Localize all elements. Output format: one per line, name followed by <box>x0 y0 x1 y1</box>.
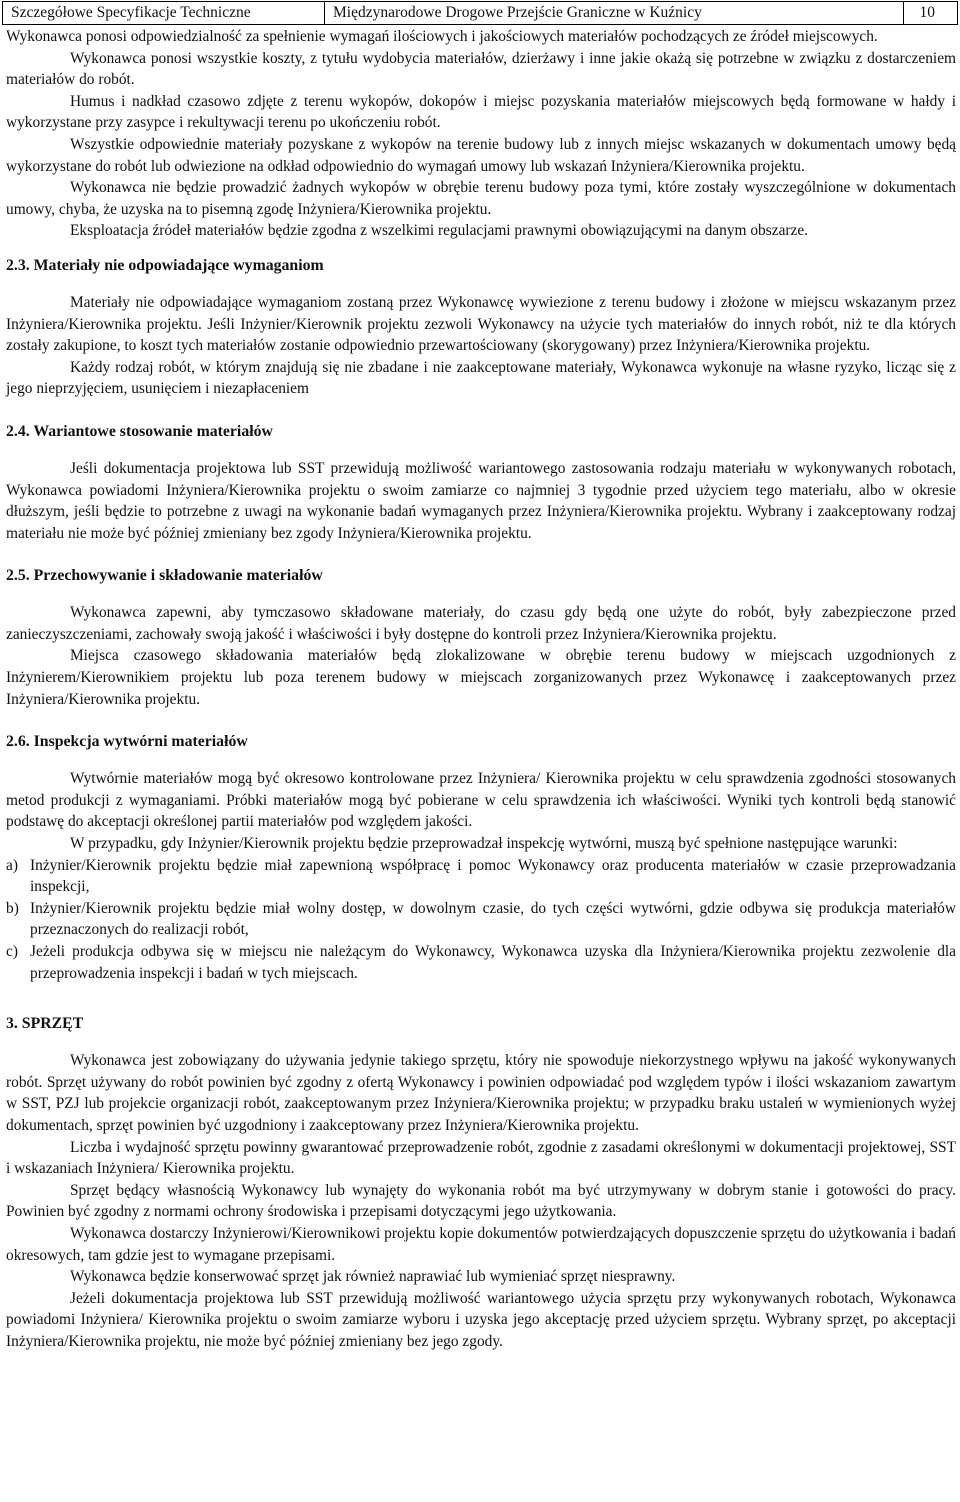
header-spec-title: Szczegółowe Specyfikacje Techniczne <box>3 2 325 24</box>
list-item <box>6 941 956 984</box>
section-paragraph: Każdy rodzaj robót, w którym znajdują się nie zbadane i nie zaakceptowane materiały, Wykonawca wykonuje na własne ryzyko, licząc się z jego nieprzyjęciem, usunięciem i niezapłaceniem <box>6 358 956 398</box>
section-paragraph: Jeżeli dokumentacja projektowa lub SST przewidują możliwość wariantowego użycia sprzętu przy wykonywanych robotach, Wykonawca powiadomi Inżyniera/ Kierownika projektu o swoim zamiarze wyboru i uzyska jego akceptację przed użyciem sprzętu. Wybrany sprzęt, po akceptacji Inżyniera/Kierownika projektu, nie może być później zmieniany bez jego zgody. <box>6 1289 956 1350</box>
intro-paragraph: Wykonawca ponosi odpowiedzialność za spełnienie wymagań ilościowych i jakościowych materiałów pochodzących ze źródeł miejscowych. <box>6 28 878 45</box>
list-item <box>6 855 956 898</box>
section-paragraph: Wykonawca będzie konserwować sprzęt jak również naprawiać lub wymieniać sprzęt niesprawny. <box>70 1268 676 1286</box>
section-paragraph: Materiały nie odpowiadające wymaganiom zostaną przez Wykonawcę wywiezione z terenu budowy i złożone w miejscu wskazanym przez Inżyniera/Kierownika projektu. Jeśli Inżynier/Kierownik projektu zezwoli Wykonawcy na użycie tych materiałów do innych robót, niż te dla których zostały zakupione, to koszt tych materiałów zostanie odpowiednio przewartościowany (skorygowany) przez Inżyniera/Kierownika projektu. <box>6 293 956 355</box>
list-item-label: b) <box>6 899 19 917</box>
page-header <box>2 1 958 25</box>
list-item-text: Inżynier/Kierownik projektu będzie miał zapewnioną współpracę i pomoc Wykonawcy oraz producenta materiałów w czasie przeprowadzania inspekcji, <box>30 856 956 896</box>
section-heading-2-3: 2.3. Materiały nie odpowiadające wymaganiom <box>6 256 324 274</box>
section-paragraph: Wykonawca zapewni, aby tymczasowo składowane materiały, do czasu gdy będą one użyte do robót, były zabezpieczone przed zanieczyszczeniami, zachowały swoją jakość i właściwości i były dostępne do kontroli przez Inżyniera/Kierownika projektu. <box>6 604 956 643</box>
header-project-title: Międzynarodowe Drogowe Przejście Graniczne w Kuźnicy <box>325 2 904 24</box>
section-heading-2-4: 2.4. Wariantowe stosowanie materiałów <box>6 422 273 440</box>
section-heading-3: 3. SPRZĘT <box>6 1015 84 1033</box>
section-paragraph: Sprzęt będący własnością Wykonawcy lub wynajęty do wykonania robót ma być utrzymywany w dobrym stanie i gotowości do pracy. Powinien być zgodny z normami ochrony środowiska i przepisami dotyczącymi jego użytkowania. <box>6 1181 956 1221</box>
section-paragraph: Miejsca czasowego składowania materiałów będą zlokalizowane w obrębie terenu budowy w miejscach uzgodnionych z Inżynierem/Kierownikiem projektu lub poza terenem budowy w miejscach zorganizowanych przez Wykonawcę i zaakceptowanych przez Inżyniera/Kierownika projektu. <box>6 647 956 708</box>
conditions-list <box>6 855 956 985</box>
section-paragraph: Wykonawca dostarczy Inżynierowi/Kierownikowi projektu kopie dokumentów potwierdzających dopuszczenie sprzętu do użytkowania i badań okresowych, tam gdzie jest to wymagane przepisami. <box>6 1224 956 1264</box>
section-paragraph: Wykonawca jest zobowiązany do używania jedynie takiego sprzętu, który nie spowoduje niekorzystnego wpływu na jakość wykonywanych robót. Sprzęt używany do robót powinien być zgodny z ofertą Wykonawcy i powinien odpowiadać pod względem typów i ilości wskazaniom zawartym w SST, PZJ lub projekcie organizacji robót, zaakceptowanym przez Inżyniera/Kierownika projektu; w przypadku braku ustaleń w wymienionych wyżej dokumentach, sprzęt powinien być uzgodniony i zaakceptowany przez Inżyniera/Kierownika projektu. <box>6 1052 956 1134</box>
section-paragraph: Wytwórnie materiałów mogą być okresowo kontrolowane przez Inżyniera/ Kierownika projektu w celu sprawdzenia zgodności stosowanych metod produkcji z wymaganiami. Próbki materiałów mogą być pobierane w celu sprawdzenia ich właściwości. Wyniki tych kontroli będą stanowić podstawę do akceptacji określonej partii materiałów pod względem jakości. <box>6 770 956 831</box>
list-item <box>6 898 956 941</box>
page-number: 10 <box>919 4 935 21</box>
section-paragraph: Liczba i wydajność sprzętu powinny gwarantować przeprowadzenie robót, zgodnie z zasadami określonymi w dokumentacji projektowej, SST i wskazaniach Inżyniera/ Kierownika projektu. <box>6 1138 956 1178</box>
intro-paragraph: Eksploatacja źródeł materiałów będzie zgodna z wszelkimi regulacjami prawnymi obowiązującymi na danym obszarze. <box>70 222 809 240</box>
list-item-text: Jeżeli produkcja odbywa się w miejscu nie należącym do Wykonawcy, Wykonawca uzyska dla Inżyniera/Kierownika projektu zezwolenie dla przeprowadzenia inspekcji i badań w tych miejscach. <box>30 943 956 982</box>
section-heading-2-5: 2.5. Przechowywanie i składowanie materiałów <box>6 567 323 585</box>
list-item-text: Inżynier/Kierownik projektu będzie miał wolny dostęp, w dowolnym czasie, do tych części wytwórni, gdzie odbywa się produkcja materiałów przeznaczonych do realizacji robót, <box>30 899 956 939</box>
section-paragraph: W przypadku, gdy Inżynier/Kierownik projektu będzie przeprowadzał inspekcję wytwórni, muszą być spełnione następujące warunki: <box>70 835 898 853</box>
section-heading-2-6: 2.6. Inspekcja wytwórni materiałów <box>6 733 248 751</box>
intro-paragraph: Wszystkie odpowiednie materiały pozyskane z wykopów na terenie budowy lub z innych miejsc wskazanych w dokumentach umowy będą wykorzystane do robót lub odwiezione na odkład odpowiednio do wymagań umowy lub wskazań Inżyniera/Kierownika projektu. <box>6 135 956 175</box>
intro-paragraph: Wykonawca nie będzie prowadzić żadnych wykopów w obrębie terenu budowy poza tymi, które zostały wyszczególnione w dokumentach umowy, chyba, że uzyska na to pisemną zgodę Inżyniera/Kierownika projektu. <box>6 179 956 218</box>
intro-paragraph: Wykonawca ponosi wszystkie koszty, z tytułu wydobycia materiałów, dzierżawy i inne jakie okażą się potrzebne w związku z dostarczeniem materiałów do robót. <box>6 49 956 89</box>
list-item-label: c) <box>6 943 18 960</box>
list-item-label: a) <box>6 856 18 874</box>
document-body <box>6 26 956 1353</box>
section-paragraph: Jeśli dokumentacja projektowa lub SST przewidują możliwość wariantowego zastosowania rodzaju materiału w wykonywanych robotach, Wykonawca powiadomi Inżyniera/Kierownika projektu o swoim zamiarze co najmniej 3 tygodnie przed użyciem tego materiału, albo w okresie dłuższym, jeśli będzie to potrzebne z uwagi na wykonanie badań wymaganych przez Inżyniera/Kierownika projektu. Wybrany i zaakceptowany rodzaj materiału nie może być później zmieniany bez zgody Inżyniera/Kierownika projektu. <box>6 459 956 542</box>
intro-paragraph: Humus i nadkład czasowo zdjęte z terenu wykopów, dokopów i miejsc pozyskania materiałów miejscowych będą formowane w hałdy i wykorzystane przy zasypce i rekultywacji terenu po ukończeniu robót. <box>6 92 956 132</box>
